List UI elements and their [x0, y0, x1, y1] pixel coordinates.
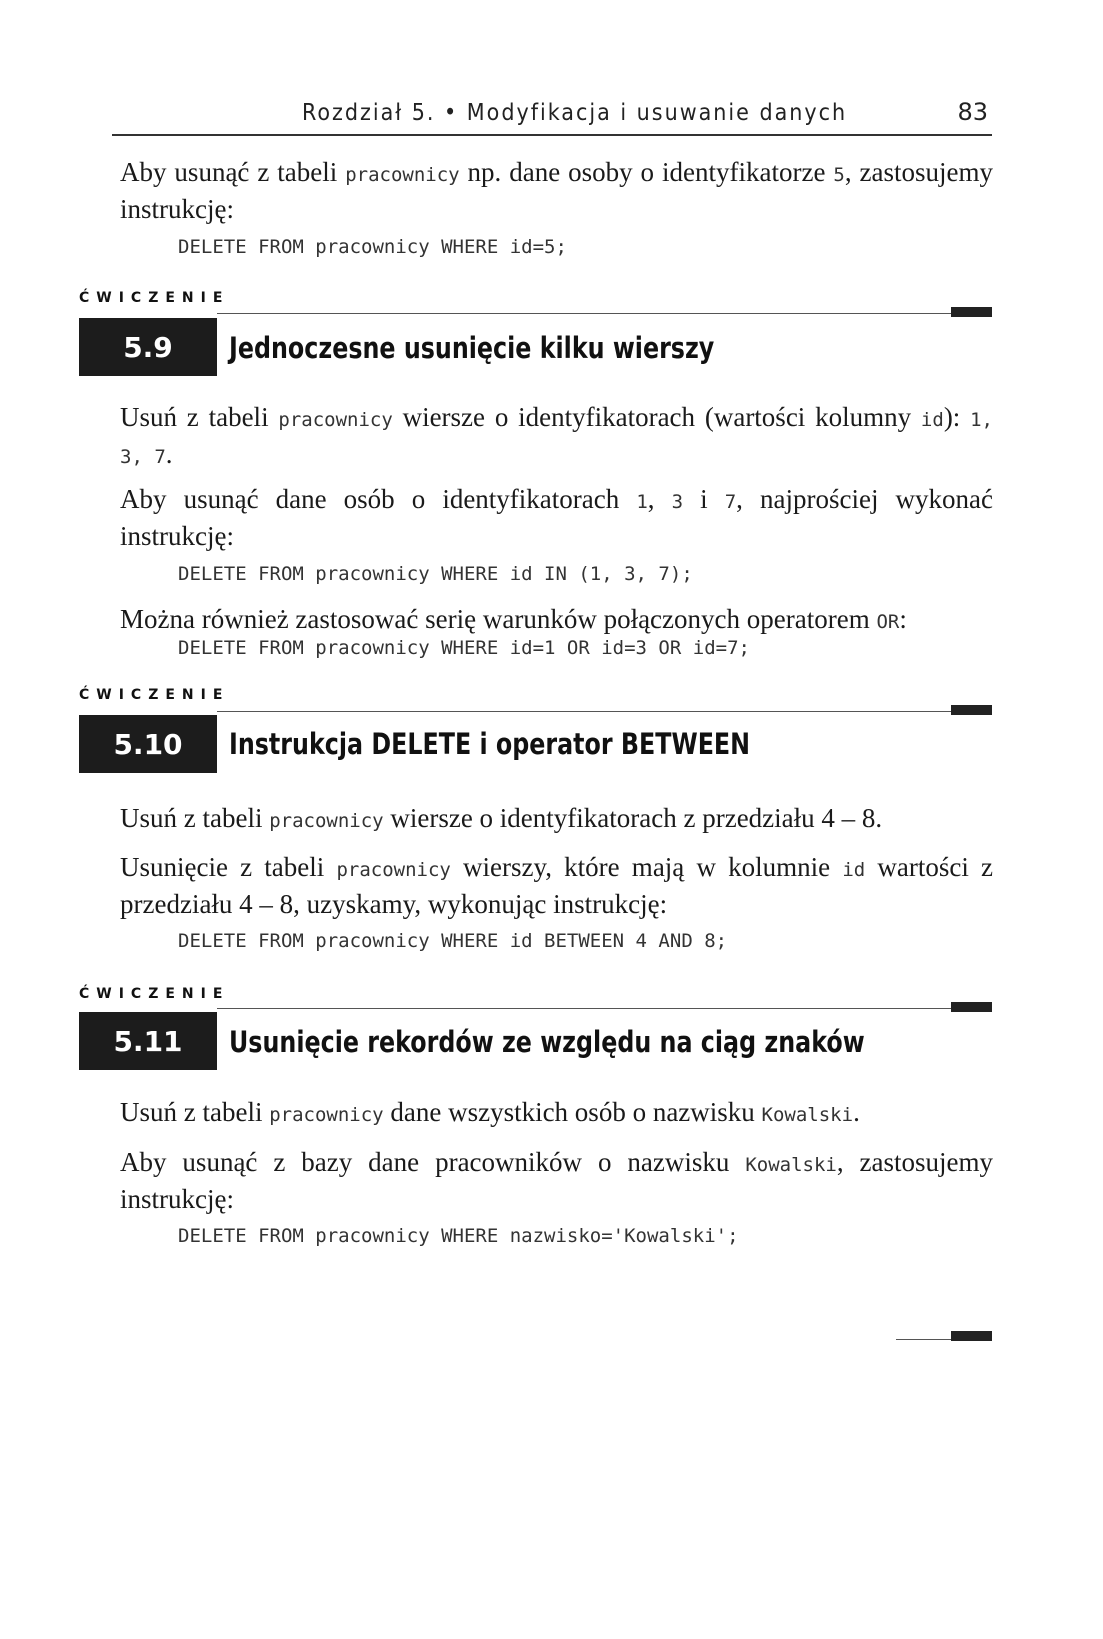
exercise-rule-block: [951, 1002, 992, 1012]
code-block: DELETE FROM pracownicy WHERE id=1 OR id=3 OR id=7;: [178, 637, 750, 659]
exercise-task: Usuń z tabeli pracownicy wiersze o identyfikatorach z przedziału 4 – 8.: [120, 803, 883, 833]
exercise-solution: Aby usunąć z bazy dane pracowników o nazwisku Kowalski, zastosujemy instrukcję:: [120, 1147, 993, 1214]
inline-code: 5: [833, 164, 845, 186]
exercise-task: Usuń z tabeli pracownicy wiersze o identyfikatorach (wartości kolumny id): 1, 3, 7.: [120, 402, 993, 469]
exercise-rule-block: [951, 705, 992, 715]
exercise-rule: [217, 1008, 970, 1009]
intro-paragraph: Aby usunąć z tabeli pracownicy np. dane osoby o identyfikatorze 5, zastosujemy instrukcję:: [120, 157, 993, 224]
exercise-label: ĆWICZENIE: [79, 290, 230, 306]
code-block: DELETE FROM pracownicy WHERE id=5;: [178, 236, 567, 258]
exercise-title: Jednoczesne usunięcie kilku wierszy: [229, 331, 715, 365]
exercise-label: ĆWICZENIE: [79, 986, 230, 1002]
exercise-rule: [217, 313, 970, 314]
exercise-label: ĆWICZENIE: [79, 687, 230, 703]
code-block: DELETE FROM pracownicy WHERE id IN (1, 3, 7);: [178, 563, 693, 585]
exercise-title: Instrukcja DELETE i operator BETWEEN: [229, 727, 751, 761]
exercise-title: Usunięcie rekordów ze względu na ciąg znaków: [229, 1025, 865, 1059]
exercise-number: 5.9: [79, 318, 217, 376]
exercise-solution: Usunięcie z tabeli pracownicy wierszy, które mają w kolumnie id wartości z przedziału 4 – 8, uzyskamy, wykonując instrukcję:: [120, 852, 994, 919]
exercise-number: 5.11: [79, 1012, 217, 1070]
exercise-number: 5.10: [79, 715, 217, 773]
inline-code: pracownicy: [345, 164, 460, 186]
page-number: 83: [957, 98, 988, 126]
exercise-task: Usuń z tabeli pracownicy dane wszystkich osób o nazwisku Kowalski.: [120, 1097, 860, 1127]
code-block: DELETE FROM pracownicy WHERE id BETWEEN 4 AND 8;: [178, 930, 728, 952]
code-block: DELETE FROM pracownicy WHERE nazwisko='Kowalski';: [178, 1225, 739, 1247]
chapter-title: Rozdział 5. • Modyfikacja i usuwanie danych: [302, 100, 848, 126]
exercise-alternative: Można również zastosować serię warunków połączonych operatorem OR:: [120, 604, 907, 634]
running-header: [112, 94, 992, 136]
end-rule: [896, 1339, 951, 1340]
end-rule-block: [951, 1331, 992, 1341]
exercise-rule: [217, 711, 970, 712]
exercise-solution: Aby usunąć dane osób o identyfikatorach 1, 3 i 7, najprościej wykonać instrukcję:: [120, 484, 993, 551]
exercise-rule-block: [951, 307, 992, 317]
